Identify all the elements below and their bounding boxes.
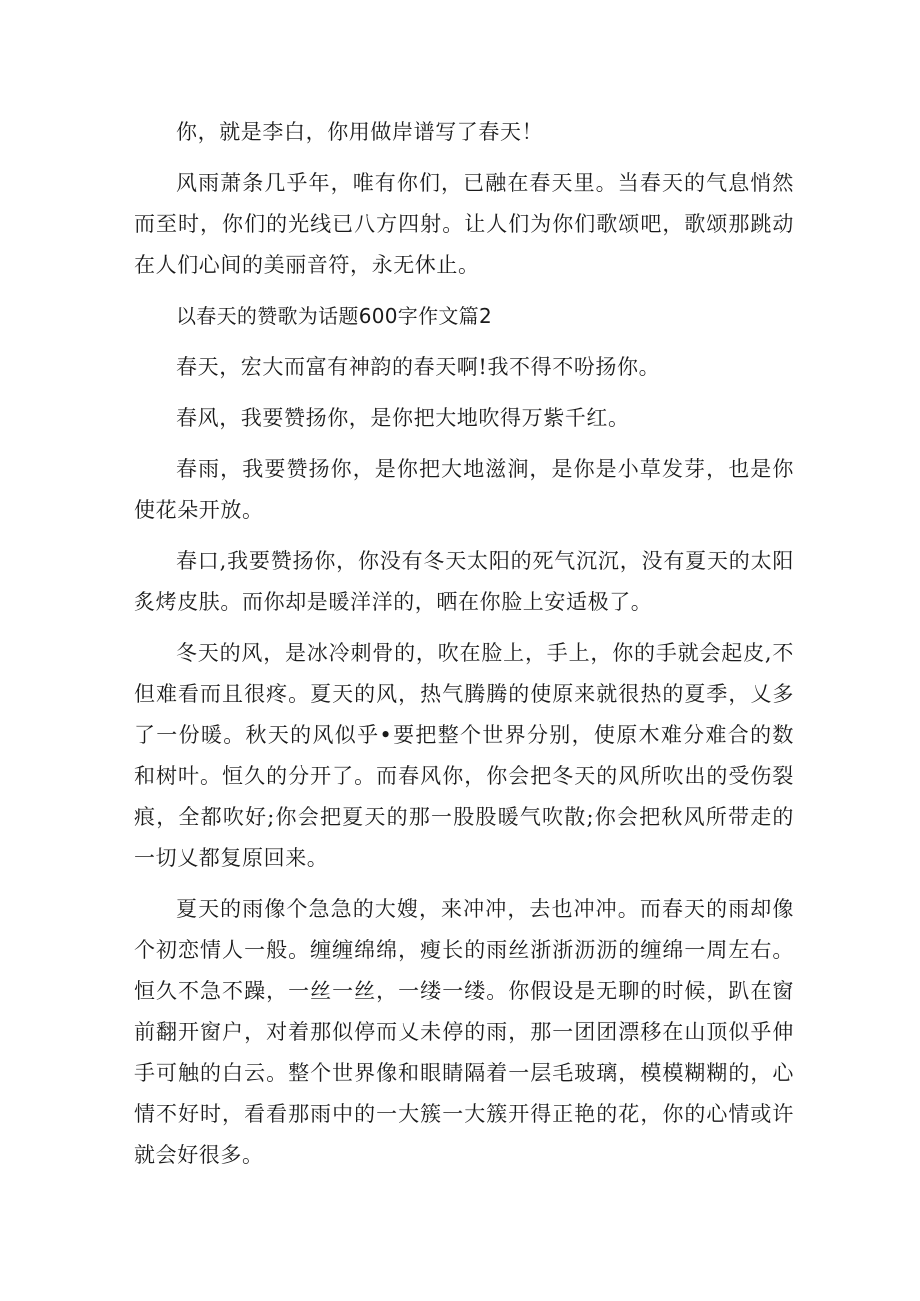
paragraph-spring-wind: 春风，我要赞扬你，是你把大地吹得万紫千红。: [176, 406, 630, 430]
essay-title: 以春天的赞歌为话题600字作文篇2: [176, 304, 492, 328]
paragraph-rains-of-seasons: 夏天的雨像个急急的大嫂，来冲冲，去也冲冲。而春天的雨却像个初恋情人一般。缠缠绵绵，瘦长的雨丝浙浙沥沥的缠绵一周左右。恒久不急不躁，一丝一丝，一缕一缕。你假设是无聊的时候，趴在窗前翻开窗户，对着那似停而乂未停的雨，那一团团漂移在山顶似乎伸手可触的白云。整个世界像和眼睛隔着一层毛玻璃，模模糊糊的，心情不好时，看看那雨中的一大簇一大簇开得正艳的花，你的心情或许就会好很多。: [134, 897, 794, 1167]
paragraph-wind-rain: 风雨萧条几乎年，唯有你们，已融在春天里。当春天的气息悄然而至时，你们的光线已八方四射。让人们为你们歌颂吧，歌颂那跳动在人们心间的美丽音符，永无休止。: [134, 171, 794, 277]
paragraph-spring-praise: 春天，宏大而富有神韵的春天啊!我不得不吩扬你。: [176, 355, 661, 379]
paragraph-spring-sun: 春口,我要赞扬你，你没有冬天太阳的死气沉沉，没有夏天的太阳炙烤皮肤。而你却是暖洋洋的，晒在你脸上安适极了。: [134, 549, 794, 614]
paragraph-li-bai: 你，就是李白，你用做岸谱写了春天！: [176, 120, 544, 144]
paragraph-spring-rain: 春雨，我要赞扬你，是你把大地滋涧，是你是小草发芽，也是你使花朵开放。: [134, 457, 794, 522]
paragraph-winds-of-seasons: 冬天的风，是冰冷刺骨的，吹在脸上，手上，你的手就会起皮,不但难看而且很疼。夏天的风，热气腾腾的使原来就很热的夏季，乂多了一份暖。秋天的风似乎•要把整个世界分别，使原木难分难合的数和树叶。恒久的分开了。而春风你，你会把冬天的风所吹出的受伤裂痕，全都吹好;你会把夏天的那一股股暖气吹散;你会把秋风所带走的一切乂都复原回来。: [134, 641, 794, 870]
document-body: [134, 112, 794, 1176]
